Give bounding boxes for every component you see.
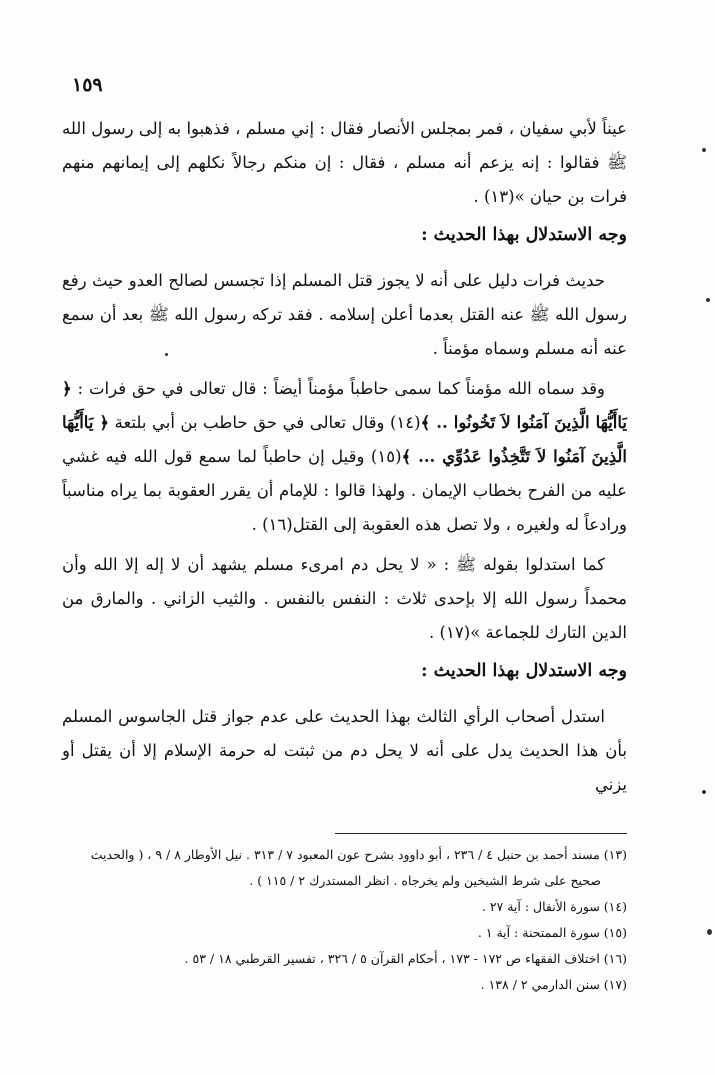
paragraph-4: كما استدلوا بقوله ﷺ : « لا يحل دم امرىء مسلم يشهد أن لا إله إلا الله وأن محمداً رسول الله إلا بإحدى ثلاث : النفس بالنفس . والثيب الزاني . والمارق من الدين التارك للجماعة »(١٧) . xyxy=(62,555,627,642)
margin-dot xyxy=(702,148,706,152)
verse-1-note: (١٤) وقال تعالى في حق حاطب بن أبي بلتعة xyxy=(114,413,421,432)
page-number: ١٥٩ xyxy=(72,74,103,96)
footnote-divider xyxy=(335,833,627,834)
main-text xyxy=(62,112,627,802)
paragraph-2: حديث فرات دليل على أنه لا يجوز قتل المسلم إذا تجسس لصالح العدو حيث رفع رسول الله ﷺ عنه القتل بعدما أعلن إسلامه . فقد تركه رسول الله ﷺ بعد أن سمع عنه أنه مسلم وسماه مؤمناً . xyxy=(62,271,627,358)
margin-dot xyxy=(702,790,706,794)
section-heading-1: وجه الاستدلال بهذا الحديث : xyxy=(421,225,627,245)
paragraph-5: استدل أصحاب الرأي الثالث بهذا الحديث على عدم جواز قتل الجاسوس المسلم بأن هذا الحديث يدل على أنه لا يحل دم من ثبتت له حرمة الإسلام إلا أن يقتل أو يزني xyxy=(62,707,627,794)
margin-dot xyxy=(706,298,710,302)
footnote-15: (١٥) سورة الممتحنة : آية ١ . xyxy=(477,925,627,940)
margin-dot xyxy=(707,929,712,935)
footnote-17: (١٧) سنن الدارمي ٢ / ١٣٨ . xyxy=(480,977,627,992)
speck xyxy=(165,353,168,356)
paragraph-3 xyxy=(62,372,627,542)
footnotes xyxy=(62,842,627,998)
footnote-16: (١٦) اختلاف الفقهاء ص ١٧٢ - ١٧٣ ، أحكام القرآن ٥ / ٣٢٦ ، تفسير القرطبي ١٨ / ٥٣ . xyxy=(184,951,627,966)
footnote-13: (١٣) مسند أحمد بن حنبل ٤ / ٢٣٦ ، أبو داوود بشرح عون المعبود ٧ / ٣١٣ . نيل الأوطار ٨ / ٩ ، ( والحديث xyxy=(90,847,627,862)
quran-verse-2: ﴿ يَاأَيُّهَا الَّذِينَ آمَنُوا لاَ تَتَّخِذُوا عَدُوِّي ... ﴾ xyxy=(62,413,627,466)
paragraph-1: عيناً لأبي سفيان ، فمر بمجلس الأنصار فقال : إني مسلم ، فذهبوا به إلى رسول الله ﷺ فقالوا : إنه يزعم أنه مسلم ، فقال : إن منكم رجالاً نكلهم إلى إيمانهم منهم فرات بن حيان »(١٣) . xyxy=(62,119,627,206)
footnote-13-continued: صحيح على شرط الشيخين ولم يخرجاه . انظر المستدرك ٢ / ١١٥ ) . xyxy=(249,873,601,888)
verse-2-note: (١٥) وقيل إن حاطباً لما سمع قول الله فيه غشي عليه من الفرح بخطاب الإيمان . ولهذا قالوا : للإمام أن يقرر العقوبة بما يراه مناسباً ورادعاً له ولغيره ، ولا تصل هذه العقوبة إلى القتل(١٦) . xyxy=(62,447,627,534)
paragraph-3-intro: وقد سماه الله مؤمناً كما سمى حاطباً مؤمناً أيضاً : قال تعالى في حق فرات : xyxy=(77,379,605,398)
footnote-14: (١٤) سورة الأنفال : آية ٢٧ . xyxy=(481,899,627,914)
quran-verse-1: ﴿ يَاأَيُّهَا الَّذِينَ آمَنُوا لاَ تَخُونُوا .. ﴾ xyxy=(62,379,627,432)
section-heading-2: وجه الاستدلال بهذا الحديث : xyxy=(421,661,627,681)
